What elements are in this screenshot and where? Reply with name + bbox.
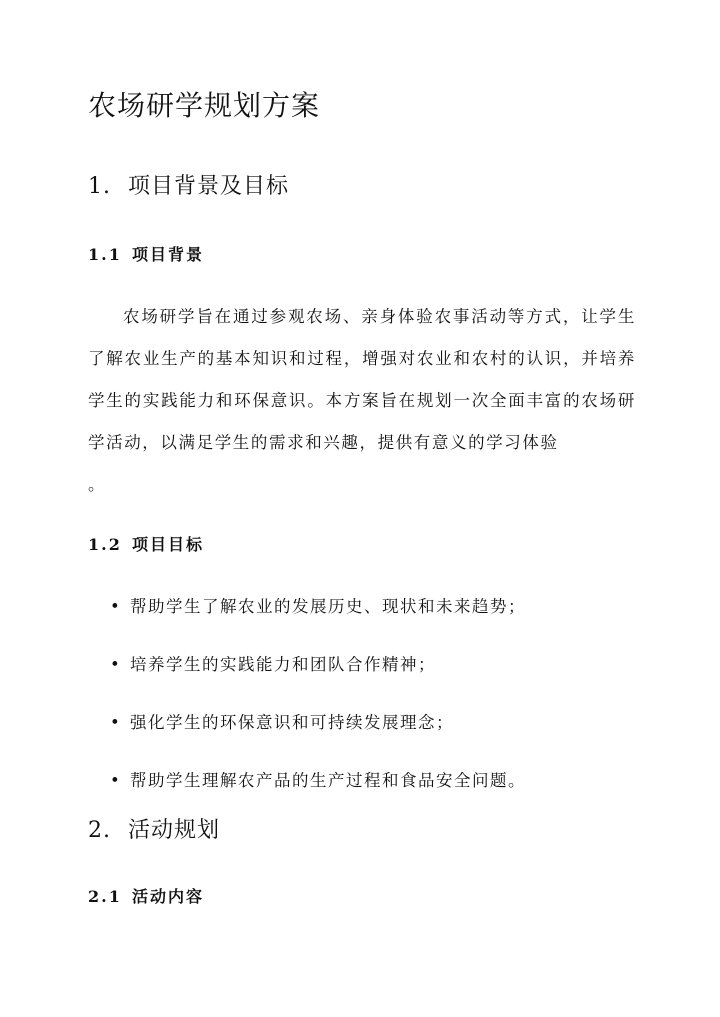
bullet-icon: • xyxy=(110,713,122,732)
subsection-title: 项目目标 xyxy=(132,535,205,554)
section-number: 1. xyxy=(88,174,111,199)
bullet-icon: • xyxy=(110,771,122,790)
list-item-text: 帮助学生了解农业的发展历史、现状和未来趋势； xyxy=(130,597,526,616)
section-heading-1 xyxy=(88,170,289,204)
paragraph-text: 农场研学旨在通过参观农场、亲身体验农事活动等方式，让学生了解农业生产的基本知识和过程，增强对农业和农村的认识，并培养学生的实践能力和环保意识。本方案旨在规划一次全面丰富的农场研学活动，以满足学生的需求和兴趣，提供有意义的学习体验 xyxy=(88,307,636,452)
list-item-text: 强化学生的环保意识和可持续发展理念； xyxy=(130,713,454,732)
document-title: 农场研学规划方案 xyxy=(88,89,321,122)
subsection-number: 2.1 xyxy=(88,887,122,906)
section-title: 活动规划 xyxy=(128,818,221,843)
paragraph-tail: 。 xyxy=(88,475,107,494)
bullet-icon: • xyxy=(110,597,122,616)
subsection-title: 活动内容 xyxy=(132,887,205,906)
list-item-text: 帮助学生理解农产品的生产过程和食品安全问题。 xyxy=(130,771,526,790)
subsection-heading-1-1 xyxy=(88,242,204,268)
subsection-title: 项目背景 xyxy=(132,245,205,264)
bullet-icon: • xyxy=(110,655,122,674)
list-item xyxy=(88,646,526,704)
list-item xyxy=(88,704,526,762)
list-item-text: 培养学生的实践能力和团队合作精神； xyxy=(130,655,436,674)
section-heading-2 xyxy=(88,814,220,848)
subsection-number: 1.2 xyxy=(88,535,122,554)
subsection-number: 1.1 xyxy=(88,245,122,264)
goals-list xyxy=(88,588,526,820)
subsection-heading-2-1 xyxy=(88,884,204,910)
subsection-heading-1-2 xyxy=(88,532,204,558)
list-item xyxy=(88,762,526,820)
section-title: 项目背景及目标 xyxy=(128,174,290,199)
section-number: 2. xyxy=(88,818,111,843)
background-paragraph xyxy=(88,296,636,506)
list-item xyxy=(88,588,526,646)
